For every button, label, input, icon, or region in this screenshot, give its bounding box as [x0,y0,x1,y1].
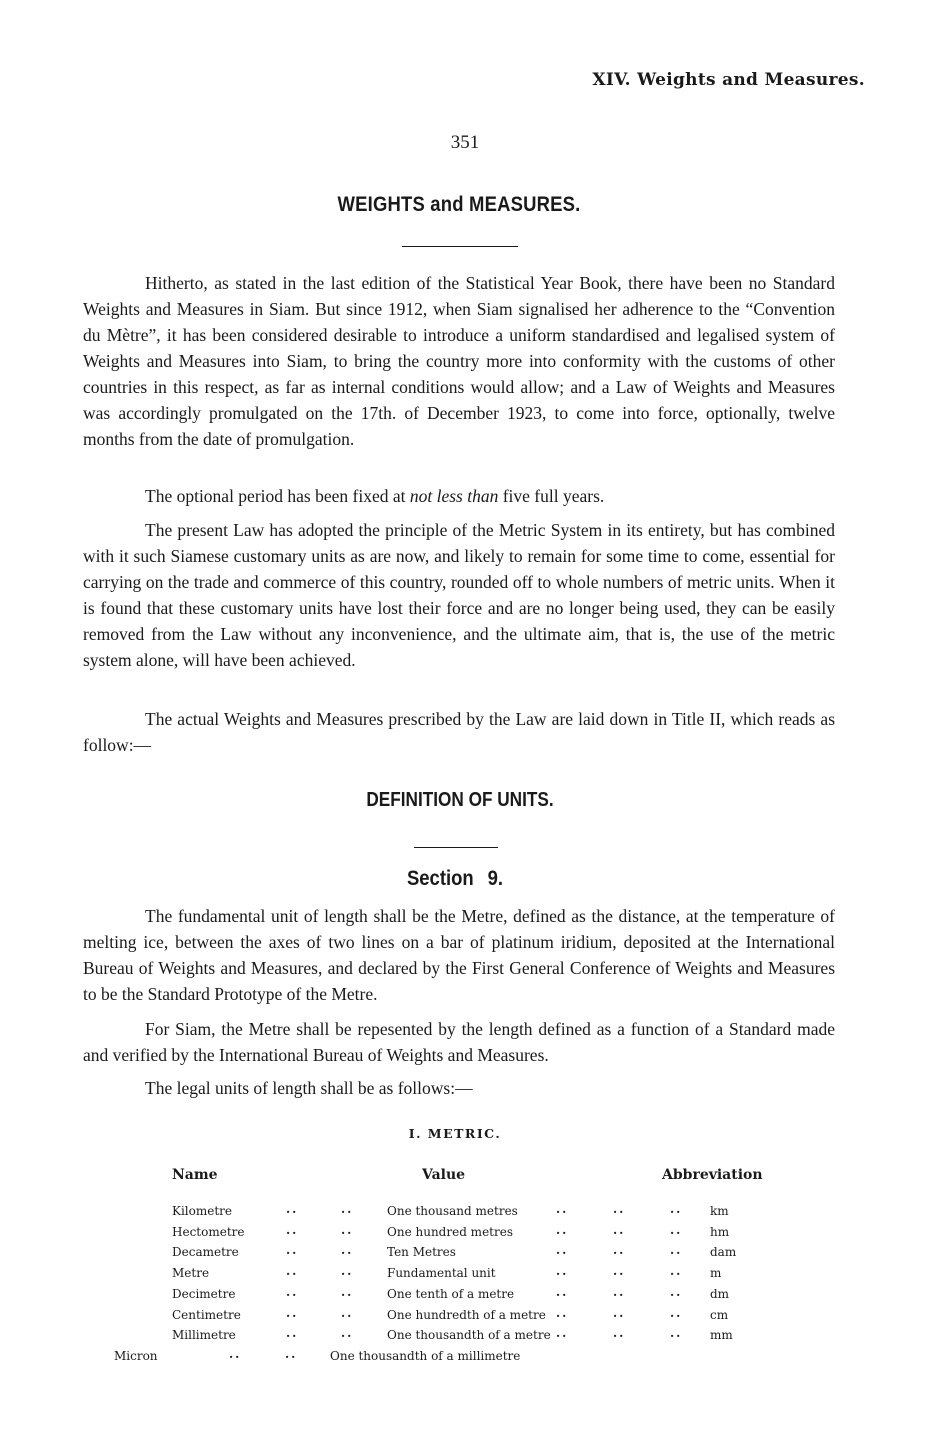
leader-dots: .. [341,1306,354,1320]
unit-value: One tenth of a metre [387,1287,515,1301]
leader-dots: .. [341,1264,354,1278]
unit-name: Micron [114,1349,158,1363]
leader-dots: .. [341,1243,354,1257]
leader-dots: .. [670,1306,683,1320]
leader-dots: .. [341,1326,354,1340]
definition-paragraph-3 [83,1075,835,1101]
leader-dots: .. [613,1326,626,1340]
unit-name: Millimetre [172,1328,236,1342]
unit-value: Fundamental unit [387,1266,496,1280]
intro-paragraph-1 [83,270,835,452]
unit-name: Decametre [172,1245,239,1259]
unit-value: One thousandth of a millimetre [330,1349,521,1363]
p2-after: five full years. [498,486,605,506]
unit-abbreviation: hm [710,1225,730,1239]
intro-paragraph-3-text: The present Law has adopted the principle of the Metric System in its entirety, but has combined with it such Siamese customary units as are now, and likely to remain for some time to come, essential for carrying on the trade and commerce of this country, rounded off to whole numbers of metric units. When it is found that these customary units have lost their force and are no longer being used, they can be easily removed from the Law without any inconvenience, and the ultimate aim, that is, the use of the metric system alone, will have been achieved. [83,520,835,670]
leader-dots: .. [285,1347,298,1361]
definition-paragraph-1 [83,903,835,1007]
leader-dots: .. [286,1264,299,1278]
unit-abbreviation: cm [710,1308,729,1322]
unit-abbreviation: dm [710,1287,730,1301]
leader-dots: .. [286,1202,299,1216]
leader-dots: .. [670,1202,683,1216]
leader-dots: .. [670,1326,683,1340]
intro-paragraph-4 [83,706,835,758]
definition-paragraph-2 [83,1016,835,1068]
running-head: XIV. Weights and Measures. [592,70,865,90]
leader-dots: .. [613,1306,626,1320]
definition-paragraph-1-text: The fundamental unit of length shall be the Metre, defined as the distance, at the temperature of melting ice, between the axes of two lines on a bar of platinum iridium, deposited at the International Bureau of Weights and Measures, and declared by the First General Conference of Weights and Measures to be the Standard Prototype of the Metre. [83,906,835,1004]
unit-abbreviation: m [710,1266,722,1280]
definition-paragraph-3-text: The legal units of length shall be as follows:— [145,1078,473,1098]
intro-paragraph-2 [83,483,835,509]
column-header-abbreviation: Abbreviation [662,1167,763,1183]
unit-name: Metre [172,1266,210,1280]
leader-dots: .. [556,1202,569,1216]
leader-dots: .. [341,1223,354,1237]
column-header-name: Name [172,1167,218,1183]
unit-name: Centimetre [172,1308,241,1322]
leader-dots: .. [670,1264,683,1278]
unit-abbreviation: dam [710,1245,737,1259]
leader-dots: .. [556,1285,569,1299]
leader-dots: .. [556,1243,569,1257]
section-heading: Section 9. [406,867,504,890]
leader-dots: .. [670,1243,683,1257]
unit-name: Decimetre [172,1287,236,1301]
title-rule [402,246,518,247]
metric-table-title: I. METRIC. [408,1126,502,1141]
leader-dots: .. [613,1223,626,1237]
unit-value: Ten Metres [387,1245,456,1259]
leader-dots: .. [556,1306,569,1320]
intro-paragraph-4-text: The actual Weights and Measures prescribed by the Law are laid down in Title II, which reads as follow:— [83,709,835,755]
unit-value: One thousandth of a metre [387,1328,551,1342]
leader-dots: .. [613,1285,626,1299]
p2-before: The optional period has been fixed at [145,486,410,506]
leader-dots: .. [341,1202,354,1216]
leader-dots: .. [613,1202,626,1216]
leader-dots: .. [670,1223,683,1237]
definition-rule [414,847,498,848]
unit-value: One hundredth of a metre [387,1308,546,1322]
page-number: 351 [450,132,480,153]
definition-heading: DEFINITION OF UNITS. [366,789,554,811]
leader-dots: .. [286,1243,299,1257]
leader-dots: .. [556,1326,569,1340]
intro-paragraph-1-text: Hitherto, as stated in the last edition of the Statistical Year Book, there have been no Standard Weights and Measures in Siam. But since 1912, when Siam signalised her adherence to the “Convention du Mètre”, it has been considered desirable to introduce a uniform standardised and legalised system of Weights and Measures into Siam, to bring the country more into conformity with the customs of other countries in this respect, as far as internal conditions would allow; and a Law of Weights and Measures was accordingly promulgated on the 17th. of December 1923, to come into force, optionally, twelve months from the date of promulgation. [83,273,835,449]
intro-paragraph-3 [83,517,835,673]
leader-dots: .. [613,1264,626,1278]
page-title: WEIGHTS and MEASURES. [337,193,581,216]
intro-paragraph-2-text [83,483,835,509]
definition-paragraph-2-text: For Siam, the Metre shall be repesented by the length defined as a function of a Standard made and verified by the International Bureau of Weights and Measures. [83,1019,835,1065]
leader-dots: .. [286,1306,299,1320]
leader-dots: .. [670,1285,683,1299]
unit-abbreviation: km [710,1204,729,1218]
leader-dots: .. [556,1223,569,1237]
unit-name: Hectometre [172,1225,245,1239]
leader-dots: .. [613,1243,626,1257]
unit-abbreviation: mm [710,1328,733,1342]
unit-name: Kilometre [172,1204,233,1218]
column-header-value: Value [422,1167,466,1183]
p2-emphasis: not less than [409,486,499,506]
unit-value: One thousand metres [387,1204,518,1218]
leader-dots: .. [286,1223,299,1237]
leader-dots: .. [286,1326,299,1340]
unit-value: One hundred metres [387,1225,513,1239]
leader-dots: .. [556,1264,569,1278]
leader-dots: .. [341,1285,354,1299]
leader-dots: .. [229,1347,242,1361]
leader-dots: .. [286,1285,299,1299]
